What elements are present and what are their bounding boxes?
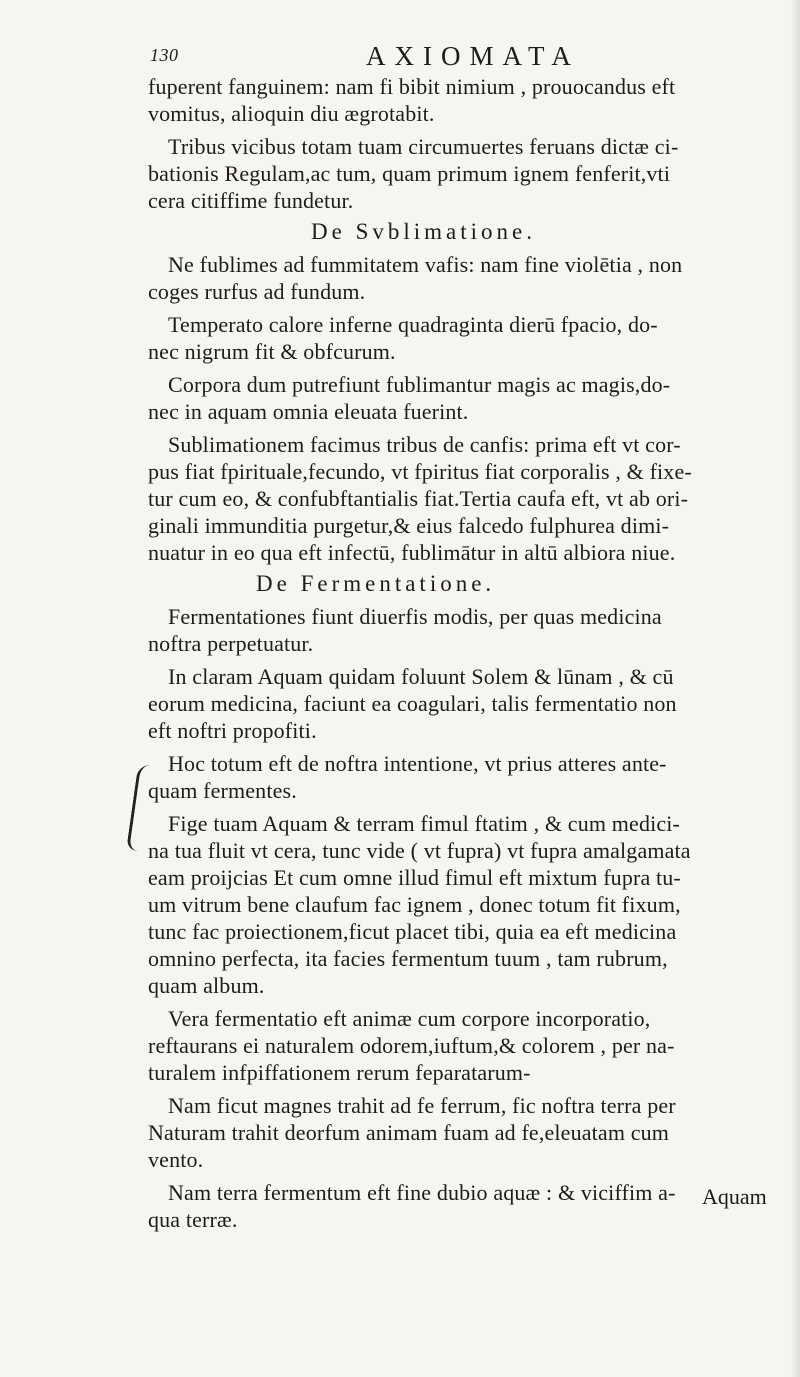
text-line: Vera fermentatio eft animæ cum corpore incorporatio, (168, 1006, 651, 1031)
section-heading: De Svblimatione. (311, 219, 536, 244)
running-title: AXIOMATA (366, 41, 580, 71)
text-line: tunc fac proiectionem,ficut placet tibi, quia ea eft medicina (148, 919, 677, 944)
catchword: Aquam (702, 1184, 767, 1209)
text-line: quam fermentes. (148, 778, 297, 803)
text-line: Nam terra fermentum eft fine dubio aquæ : & viciffim a- (168, 1180, 676, 1205)
text-line: vomitus, alioquin diu ægrotabit. (148, 101, 435, 126)
text-line: vento. (148, 1147, 204, 1172)
text-line: nec nigrum fit & obfcurum. (148, 339, 396, 364)
text-line: eam proijcias Et cum omne illud fimul eft mixtum fupra tu- (148, 865, 681, 890)
text-line: Fige tuam Aquam & terram fimul ftatim , & cum medici- (168, 811, 681, 836)
text-line: coges rurfus ad fundum. (148, 279, 366, 304)
text-line: quam album. (148, 973, 265, 998)
text-line: bationis Regulam,ac tum, quam primum ignem fenferit,vti (148, 161, 671, 186)
text-line: Hoc totum eft de noftra intentione, vt prius atteres ante- (168, 751, 667, 776)
text-line: nuatur in eo qua eft infectū, fublimātur in altū albiora niue. (148, 540, 676, 565)
text-line: reftaurans ei naturalem odorem,iuftum,& colorem , per na- (148, 1033, 675, 1058)
text-line: tur cum eo, & confubftantialis fiat.Tertia caufa eft, vt ab ori- (148, 486, 689, 511)
text-line: Corpora dum putrefiunt fublimantur magis ac magis,do- (168, 372, 671, 397)
text-line: qua terræ. (148, 1207, 238, 1232)
text-line: noftra perpetuatur. (148, 631, 314, 656)
text-line: nec in aquam omnia eleuata fuerint. (148, 399, 469, 424)
text-line: na tua fluit vt cera, tunc vide ( vt fupra) vt fupra amalgamata (148, 838, 691, 863)
text-line: turalem infpiffationem rerum feparatarum- (148, 1060, 531, 1085)
text-line: omnino perfecta, ita facies fermentum tuum , tam rubrum, (148, 946, 668, 971)
text-line: Sublimationem facimus tribus de canfis: prima eft vt cor- (168, 432, 681, 457)
text-line: Nam ficut magnes trahit ad fe ferrum, fic noftra terra per (168, 1093, 676, 1118)
text-line: pus fiat fpirituale,fecundo, vt fpiritus fiat corporalis , & fixe- (148, 459, 692, 484)
page-header (150, 41, 750, 75)
text-line: Temperato calore inferne quadraginta dierū fpacio, do- (168, 312, 658, 337)
text-line: eft noftri propofiti. (148, 718, 317, 743)
text-line: ginali immunditia purgetur,& eius falcedo fulphurea dimi- (148, 513, 670, 538)
text-line: fuperent fanguinem: nam fi bibit nimium , prouocandus eft (148, 74, 676, 99)
text-line: um vitrum bene claufum fac ignem , donec totum fit fixum, (148, 892, 681, 917)
text-line: Ne fublimes ad fummitatem vafis: nam fine violētia , non (168, 252, 683, 277)
text-line: eorum medicina, faciunt ea coagulari, talis fermentatio non (148, 691, 677, 716)
page-number: 130 (150, 45, 179, 65)
text-line: cera citiffime fundetur. (148, 188, 354, 213)
section-heading: De Fermentatione. (256, 571, 496, 596)
text-line: Naturam trahit deorfum animam fuam ad fe,eleuatam cum (148, 1120, 670, 1145)
page-edge-shadow (790, 0, 800, 1377)
text-line: Fermentationes fiunt diuerfis modis, per quas medicina (168, 604, 662, 629)
text-line: Tribus vicibus totam tuam circumuertes feruans dictæ ci- (168, 134, 679, 159)
text-line: In claram Aquam quidam foluunt Solem & lūnam , & cū (168, 664, 674, 689)
